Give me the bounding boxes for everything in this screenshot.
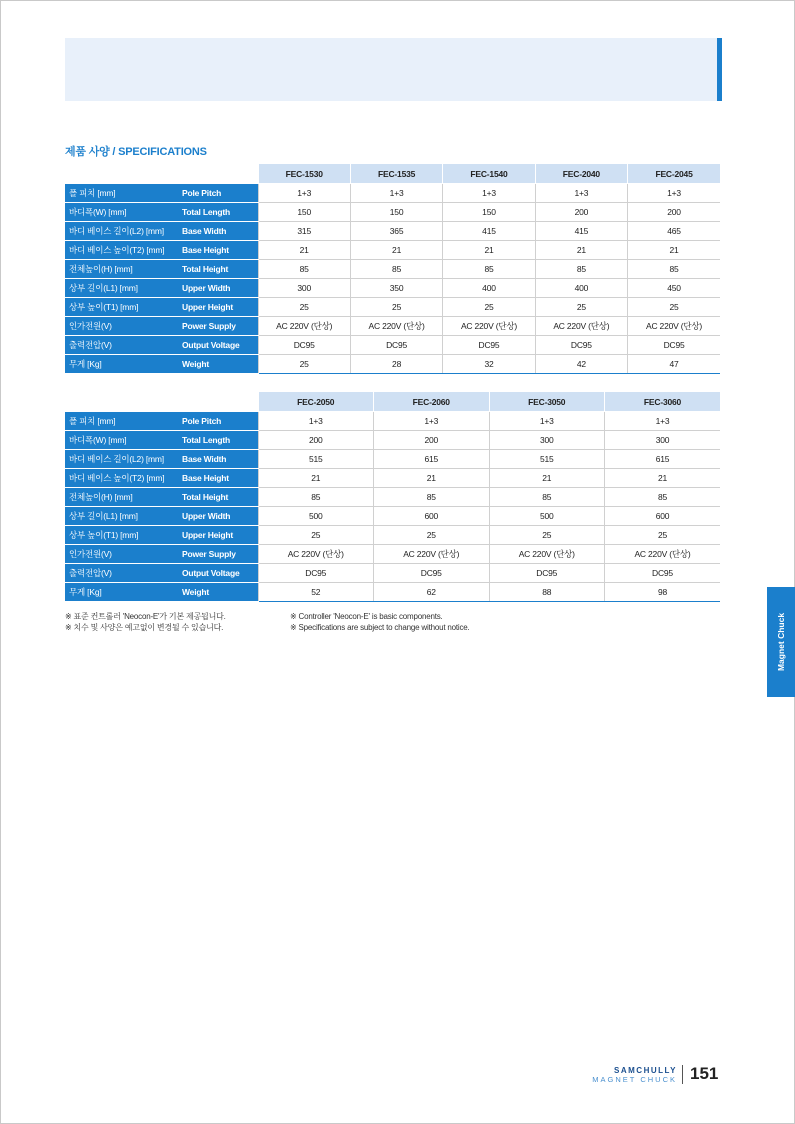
table-cell: 1+3: [258, 184, 350, 203]
table-cell: AC 220V (단상): [489, 545, 605, 564]
note-line: ※ 표준 컨트롤러 'Neocon-E'가 기본 제공됩니다.: [65, 612, 226, 621]
table-cell: DC95: [258, 336, 350, 355]
table-cell: 515: [258, 450, 374, 469]
table-cell: 21: [535, 241, 627, 260]
note-line: ※ Controller 'Neocon-E' is basic components.: [290, 612, 443, 621]
table-cell: 200: [628, 203, 720, 222]
table-cell: 400: [535, 279, 627, 298]
table-cell: 25: [258, 298, 350, 317]
header-blank-cell: [65, 392, 258, 412]
table-cell: 21: [258, 241, 350, 260]
row-label-english: Base Height: [180, 241, 258, 260]
model-header: FEC-2040: [535, 164, 627, 184]
row-label-english: Upper Height: [180, 526, 258, 545]
table-cell: 25: [535, 298, 627, 317]
table-cell: 615: [374, 450, 490, 469]
table-row: [65, 469, 720, 488]
table-row: [65, 260, 720, 279]
table-cell: 85: [374, 488, 490, 507]
table-cell: 85: [628, 260, 720, 279]
brand-name: SAMCHULLY: [614, 1066, 677, 1075]
table-cell: DC95: [605, 564, 721, 583]
row-label-english: Pole Pitch: [180, 184, 258, 203]
table-cell: 1+3: [489, 412, 605, 431]
table-cell: AC 220V (단상): [443, 317, 535, 336]
row-label-english: Total Height: [180, 488, 258, 507]
row-label-korean: 바디 베이스 길이(L2) [mm]: [65, 222, 180, 241]
table-cell: 600: [374, 507, 490, 526]
table-row: [65, 412, 720, 431]
table-header-row: [65, 392, 720, 412]
table-cell: 300: [605, 431, 721, 450]
row-label-english: Power Supply: [180, 545, 258, 564]
table-cell: 615: [605, 450, 721, 469]
table-row: [65, 184, 720, 203]
row-label-english: Total Length: [180, 431, 258, 450]
table-row: [65, 336, 720, 355]
table-cell: 515: [489, 450, 605, 469]
header-accent-bar: [717, 38, 722, 101]
row-label-english: Base Width: [180, 222, 258, 241]
table-cell: 21: [605, 469, 721, 488]
table-cell: DC95: [489, 564, 605, 583]
table-cell: 300: [489, 431, 605, 450]
table-cell: 85: [350, 260, 442, 279]
table-cell: 21: [374, 469, 490, 488]
section-title: 제품 사양 / SPECIFICATIONS: [65, 146, 207, 158]
table-cell: 200: [374, 431, 490, 450]
row-label-english: Total Height: [180, 260, 258, 279]
spec-table-2: [65, 392, 720, 602]
table-row: [65, 241, 720, 260]
table-cell: 25: [258, 355, 350, 374]
table-cell: 85: [535, 260, 627, 279]
table-cell: 150: [350, 203, 442, 222]
table-cell: 25: [628, 298, 720, 317]
page-number: 151: [690, 1064, 719, 1083]
footer-divider: [682, 1065, 683, 1084]
table-cell: DC95: [374, 564, 490, 583]
row-label-korean: 바디 베이스 길이(L2) [mm]: [65, 450, 180, 469]
table-cell: 500: [489, 507, 605, 526]
table-cell: 150: [258, 203, 350, 222]
table-cell: 600: [605, 507, 721, 526]
table-cell: 1+3: [535, 184, 627, 203]
table-cell: 415: [535, 222, 627, 241]
table-cell: DC95: [350, 336, 442, 355]
table-row: [65, 279, 720, 298]
table-cell: 42: [535, 355, 627, 374]
table-cell: 415: [443, 222, 535, 241]
table-cell: 85: [605, 488, 721, 507]
table-row: [65, 488, 720, 507]
side-tab: [767, 587, 795, 697]
table-cell: 350: [350, 279, 442, 298]
header-band: [65, 38, 717, 101]
table-cell: 85: [258, 260, 350, 279]
side-tab-label: Magnet Chuck: [776, 612, 786, 672]
table-row: [65, 450, 720, 469]
table-cell: 300: [258, 279, 350, 298]
table-row: [65, 355, 720, 374]
row-label-korean: 상부 높이(T1) [mm]: [65, 298, 180, 317]
table-cell: 21: [258, 469, 374, 488]
table-cell: AC 220V (단상): [350, 317, 442, 336]
table-cell: AC 220V (단상): [374, 545, 490, 564]
table-cell: 88: [489, 583, 605, 602]
table-row: [65, 526, 720, 545]
table-cell: 1+3: [628, 184, 720, 203]
row-label-english: Output Voltage: [180, 564, 258, 583]
table-cell: 25: [605, 526, 721, 545]
row-label-english: Base Width: [180, 450, 258, 469]
note-line: ※ Specifications are subject to change without notice.: [290, 623, 470, 632]
table-cell: 450: [628, 279, 720, 298]
model-header: FEC-3060: [605, 392, 721, 412]
notes-korean: [65, 611, 226, 633]
row-label-english: Total Length: [180, 203, 258, 222]
row-label-korean: 폴 피치 [mm]: [65, 184, 180, 203]
table-cell: AC 220V (단상): [258, 317, 350, 336]
table-cell: 25: [374, 526, 490, 545]
table-cell: 98: [605, 583, 721, 602]
row-label-english: Output Voltage: [180, 336, 258, 355]
table-cell: 500: [258, 507, 374, 526]
row-label-korean: 출력전압(V): [65, 336, 180, 355]
row-label-korean: 상부 높이(T1) [mm]: [65, 526, 180, 545]
table-row: [65, 222, 720, 241]
table-cell: 315: [258, 222, 350, 241]
table-row: [65, 203, 720, 222]
table-row: [65, 564, 720, 583]
table-cell: 25: [350, 298, 442, 317]
model-header: FEC-2060: [374, 392, 490, 412]
footer-brand-logo: [560, 1066, 677, 1084]
table-cell: 400: [443, 279, 535, 298]
row-label-english: Upper Width: [180, 507, 258, 526]
model-header: FEC-3050: [489, 392, 605, 412]
table-cell: 85: [258, 488, 374, 507]
table-cell: 21: [489, 469, 605, 488]
row-label-korean: 바디 베이스 높이(T2) [mm]: [65, 241, 180, 260]
row-label-english: Upper Width: [180, 279, 258, 298]
table-cell: 25: [489, 526, 605, 545]
table-cell: 1+3: [374, 412, 490, 431]
row-label-english: Upper Height: [180, 298, 258, 317]
table-row: [65, 298, 720, 317]
table-cell: 85: [443, 260, 535, 279]
table-cell: 25: [443, 298, 535, 317]
row-label-korean: 전체높이(H) [mm]: [65, 488, 180, 507]
row-label-english: Power Supply: [180, 317, 258, 336]
spec-table-1: [65, 164, 720, 374]
table-cell: 1+3: [258, 412, 374, 431]
table-cell: 200: [258, 431, 374, 450]
table-cell: 465: [628, 222, 720, 241]
table-cell: DC95: [443, 336, 535, 355]
row-label-korean: 전체높이(H) [mm]: [65, 260, 180, 279]
row-label-korean: 출력전압(V): [65, 564, 180, 583]
row-label-korean: 무게 [Kg]: [65, 355, 180, 374]
note-line: ※ 치수 및 사양은 예고없이 변경될 수 있습니다.: [65, 623, 224, 632]
row-label-korean: 폴 피치 [mm]: [65, 412, 180, 431]
row-label-english: Weight: [180, 583, 258, 602]
row-label-korean: 바디폭(W) [mm]: [65, 203, 180, 222]
table-cell: 32: [443, 355, 535, 374]
row-label-korean: 인가전원(V): [65, 545, 180, 564]
table-cell: 150: [443, 203, 535, 222]
notes-english: [290, 611, 470, 633]
table-cell: 21: [443, 241, 535, 260]
table-cell: 25: [258, 526, 374, 545]
model-header: FEC-1535: [350, 164, 442, 184]
table-row: [65, 507, 720, 526]
table-cell: 200: [535, 203, 627, 222]
table-cell: AC 220V (단상): [605, 545, 721, 564]
table-cell: 1+3: [350, 184, 442, 203]
table-cell: 52: [258, 583, 374, 602]
table-cell: 85: [489, 488, 605, 507]
row-label-korean: 바디폭(W) [mm]: [65, 431, 180, 450]
table-cell: 62: [374, 583, 490, 602]
model-header: FEC-1540: [443, 164, 535, 184]
table-cell: DC95: [258, 564, 374, 583]
row-label-korean: 상부 길이(L1) [mm]: [65, 279, 180, 298]
table-cell: 47: [628, 355, 720, 374]
row-label-korean: 바디 베이스 높이(T2) [mm]: [65, 469, 180, 488]
table-cell: 28: [350, 355, 442, 374]
table-cell: 21: [628, 241, 720, 260]
table-cell: 365: [350, 222, 442, 241]
row-label-english: Base Height: [180, 469, 258, 488]
row-label-english: Pole Pitch: [180, 412, 258, 431]
model-header: FEC-1530: [258, 164, 350, 184]
row-label-korean: 인가전원(V): [65, 317, 180, 336]
model-header: FEC-2050: [258, 392, 374, 412]
table-cell: 1+3: [605, 412, 721, 431]
table-cell: AC 220V (단상): [535, 317, 627, 336]
table-row: [65, 583, 720, 602]
table-cell: 1+3: [443, 184, 535, 203]
table-cell: DC95: [535, 336, 627, 355]
row-label-korean: 무게 [Kg]: [65, 583, 180, 602]
table-cell: AC 220V (단상): [628, 317, 720, 336]
table-cell: DC95: [628, 336, 720, 355]
table-header-row: [65, 164, 720, 184]
table-row: [65, 317, 720, 336]
brand-subtitle: MAGNET CHUCK: [592, 1075, 677, 1084]
header-blank-cell: [65, 164, 258, 184]
row-label-english: Weight: [180, 355, 258, 374]
table-row: [65, 431, 720, 450]
table-row: [65, 545, 720, 564]
model-header: FEC-2045: [628, 164, 720, 184]
table-cell: 21: [350, 241, 442, 260]
table-cell: AC 220V (단상): [258, 545, 374, 564]
row-label-korean: 상부 길이(L1) [mm]: [65, 507, 180, 526]
